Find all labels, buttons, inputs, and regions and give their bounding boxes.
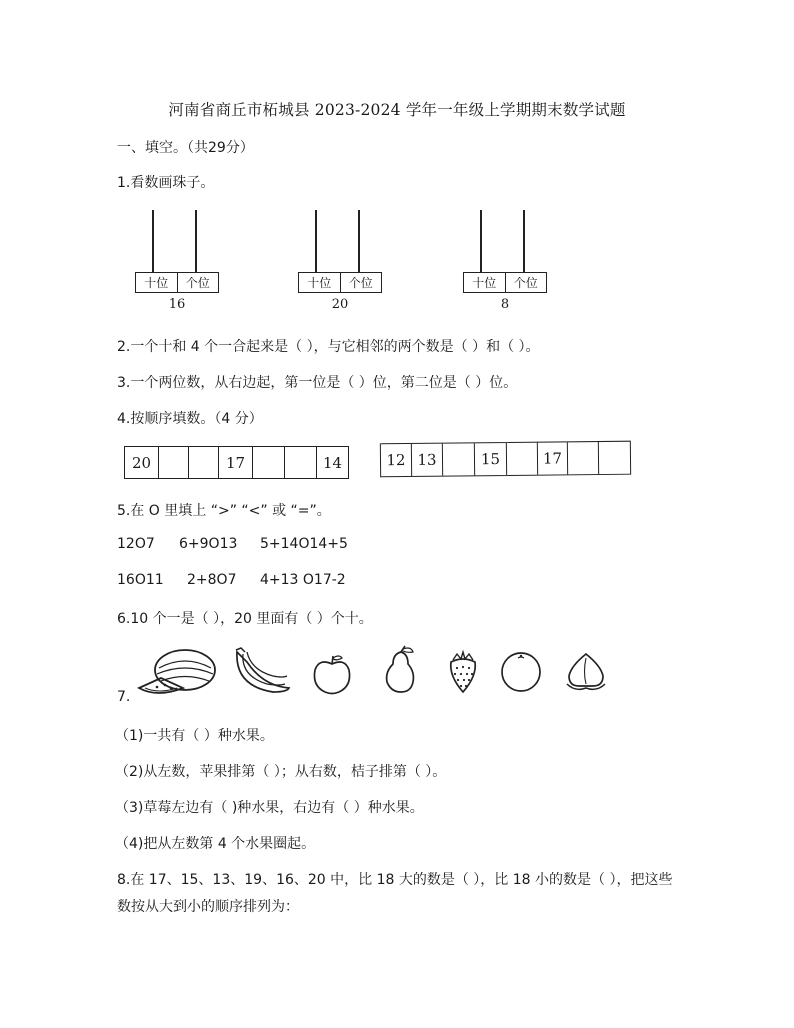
place-value-box <box>298 272 382 293</box>
sequence-cell[interactable] <box>443 443 475 475</box>
page-title: 河南省商丘市柘城县 2023-2024 学年一年级上学期期末数学试题 <box>168 101 626 119</box>
place-value-box <box>463 272 547 293</box>
tens-rod <box>480 210 482 272</box>
apple-icon <box>309 652 355 698</box>
sequence-cell: 17 <box>538 442 568 474</box>
comparison-item: 12O7 <box>117 536 155 552</box>
abacus-16 <box>135 210 219 310</box>
ones-label: 个位 <box>177 273 219 292</box>
place-value-box <box>135 272 219 293</box>
question-7-label: 7. <box>117 689 131 705</box>
tens-rod <box>152 210 154 272</box>
sequence-cell[interactable] <box>189 447 219 478</box>
question-6: 6.10 个一是（ ），20 里面有（ ）个十。 <box>117 611 373 627</box>
question-5-label: 5.在 O 里填上 “>” “<” 或 “=”。 <box>117 503 331 519</box>
sequence-cell[interactable] <box>507 443 538 475</box>
ones-label: 个位 <box>340 273 382 292</box>
comparison-item: 2+8O7 <box>187 572 237 588</box>
tens-label: 十位 <box>472 276 497 290</box>
ones-label: 个位 <box>505 273 547 292</box>
orange-icon <box>499 650 543 694</box>
comparison-item: 5+14O14+5 <box>260 536 348 552</box>
question-1-label: 1.看数画珠子。 <box>117 175 215 191</box>
ones-rod <box>195 210 197 272</box>
question-7-item-1: （1)一共有（ ）种水果。 <box>115 728 274 744</box>
abacus-number: 16 <box>168 297 186 312</box>
tens-label: 十位 <box>307 276 332 290</box>
banana-icon <box>233 646 293 700</box>
sequence-cell[interactable] <box>568 442 599 474</box>
abacus-8 <box>463 210 547 310</box>
question-8-line-2: 数按从大到小的顺序排列为： <box>117 899 299 915</box>
watermelon-icon <box>135 648 219 704</box>
question-7-item-2: （2)从左数，苹果排第（ ）；从右数，桔子排第（ ）。 <box>115 764 447 780</box>
strawberry-icon <box>445 646 481 696</box>
ones-rod <box>523 210 525 272</box>
question-4-label: 4.按顺序填数。（4 分） <box>117 411 263 427</box>
comparison-item: 6+9O13 <box>179 536 238 552</box>
abacus-number: 20 <box>331 297 349 312</box>
sequence-cell: 15 <box>475 443 507 475</box>
question-3: 3.一个两位数，从右边起，第一位是（ ）位，第二位是（ ）位。 <box>117 375 518 391</box>
sequence-cell[interactable] <box>599 442 630 474</box>
ones-rod <box>358 210 360 272</box>
abacus-number: 8 <box>500 297 510 312</box>
question-2: 2.一个十和 4 个一合起来是（ ），与它相邻的两个数是（ ）和（ ）。 <box>117 339 540 355</box>
sequence-cell: 14 <box>322 453 343 472</box>
comparison-item: 4+13 O17-2 <box>260 572 346 588</box>
sequence-cell[interactable] <box>159 447 189 478</box>
number-sequence-1 <box>124 446 349 479</box>
number-sequence-2 <box>380 441 631 478</box>
sequence-cell: 20 <box>125 447 159 478</box>
sequence-cell: 12 <box>381 444 412 476</box>
comparison-item: 16O11 <box>117 572 164 588</box>
tens-rod <box>315 210 317 272</box>
fruit-row <box>135 644 655 704</box>
abacus-20 <box>298 210 382 310</box>
peach-icon <box>561 646 611 694</box>
question-7-item-3: （3)草莓左边有（ )种水果，右边有（ ）种水果。 <box>115 800 424 816</box>
sequence-cell[interactable] <box>285 447 317 478</box>
sequence-cell[interactable] <box>253 447 285 478</box>
sequence-cell: 13 <box>412 444 443 476</box>
section-heading: 一、填空。（共29分） <box>117 140 254 156</box>
tens-label: 十位 <box>144 276 169 290</box>
sequence-cell: 17 <box>219 447 253 478</box>
question-7-item-4: （4)把从左数第 4 个水果圈起。 <box>115 836 316 852</box>
pear-icon <box>379 644 423 696</box>
question-8-line-1: 8.在 17、15、13、19、16、20 中，比 18 大的数是（ ），比 18 小的数是（ ），把这些 <box>117 872 673 888</box>
